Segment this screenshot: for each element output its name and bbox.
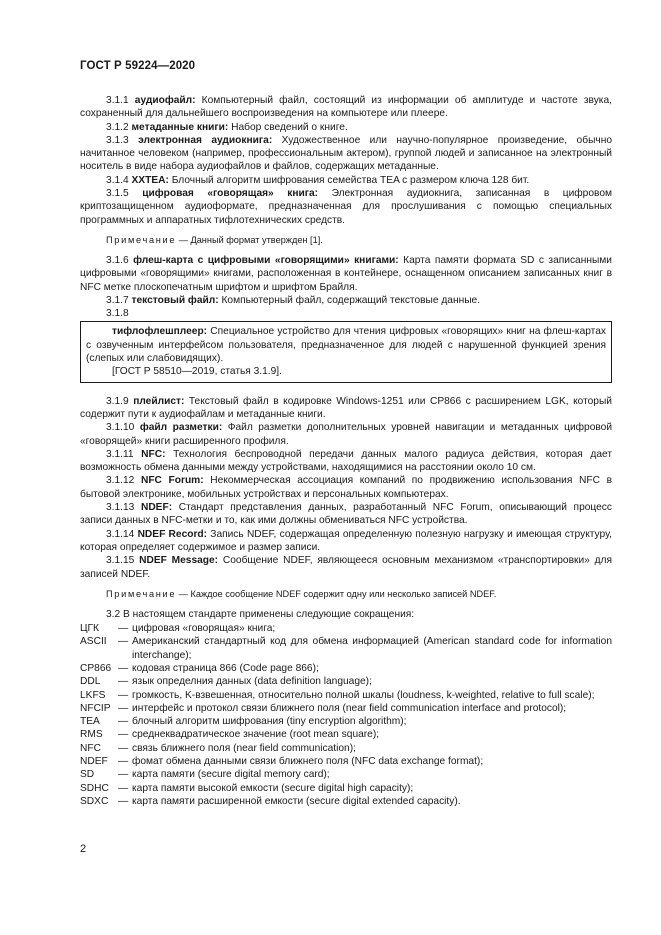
abbreviation-row xyxy=(80,782,612,795)
page-content xyxy=(80,94,612,808)
term-name: плейлист: xyxy=(133,395,185,407)
term-name: электронная аудиокнига: xyxy=(138,134,273,146)
term-number: 3.1.2 xyxy=(106,121,129,133)
abbreviation-dash: — xyxy=(118,742,129,754)
term-name: аудиофайл: xyxy=(134,95,196,106)
term-text: Текстовый файл в кодировке Windows-1251 или CP866 с расширением LGK, который содержит пути к аудиофайлам и метаданные книги. xyxy=(80,395,612,420)
abbreviation-row xyxy=(80,715,612,728)
note-label: Примечание xyxy=(106,588,177,599)
note-text: — Данный формат утвержден [1]. xyxy=(176,234,323,245)
term-number: 3.1.8 xyxy=(106,308,129,320)
abbreviation-definition: карта памяти расширенной емкости (secure digital extended capacity). xyxy=(132,795,461,807)
note-text: — Каждое сообщение NDEF содержит одну или несколько записей NDEF. xyxy=(176,588,497,599)
term-number: 3.1.4 xyxy=(106,174,129,186)
abbreviation-term: ASCII xyxy=(80,636,107,648)
terms-group-3 xyxy=(80,395,612,581)
term-definition xyxy=(80,94,612,121)
abbreviation-row xyxy=(80,675,612,688)
abbreviation-dash: — xyxy=(118,729,129,741)
term-number: 3.1.14 xyxy=(106,528,135,540)
term-definition xyxy=(80,174,612,187)
abbreviation-term: TEA xyxy=(80,716,100,728)
abbreviation-definition: кодовая страница 866 (Code page 866); xyxy=(132,662,319,674)
abbreviation-row xyxy=(80,662,612,675)
term-name: флеш-карта с цифровыми «говорящими» книгами: xyxy=(133,254,399,266)
abbreviation-term: NFCIP xyxy=(80,702,111,714)
term-name: текстовый файл: xyxy=(131,294,219,306)
term-name: XXTEA: xyxy=(131,174,169,186)
term-number: 3.1.5 xyxy=(106,188,129,200)
term-text: Компьютерный файл, состоящий из информации об амплитуде и частоте звука, сохраненный для дальнейшего воспроизведения на компьютере или плеере. xyxy=(80,95,612,120)
abbreviation-definition: Американский стандартный код для обмена информацией (American standard code for information interchange); xyxy=(132,636,612,661)
term-name: файл разметки: xyxy=(139,422,223,434)
abbreviation-dash: — xyxy=(118,769,129,781)
abbreviation-row xyxy=(80,635,612,662)
abbreviation-term: NDEF xyxy=(80,756,108,768)
term-number: 3.1.11 xyxy=(106,448,134,460)
abbreviation-term: ЦГК xyxy=(80,623,99,635)
abbreviation-definition: карта памяти (secure digital memory card); xyxy=(132,769,330,781)
term-definition xyxy=(86,325,606,365)
term-definition xyxy=(80,474,612,501)
abbreviation-row xyxy=(80,689,612,702)
term-definition xyxy=(80,528,612,555)
term-name: NFC Forum: xyxy=(140,475,204,487)
term-number: 3.1.3 xyxy=(106,134,129,146)
term-text: Сообщение NDEF, являющееся основным механизмом «транспортировки» для записей NDEF. xyxy=(80,555,612,580)
abbreviation-term: DDL xyxy=(80,676,101,688)
term-definition xyxy=(80,395,612,422)
term-text: Запись NDEF, содержащая определенную полезную нагрузку и имеющая структуру, которая определяет содержимое и размер записи. xyxy=(80,528,612,553)
abbreviation-definition: фомат обмена данными связи ближнего поля (NFC data exchange format); xyxy=(132,756,484,768)
term-number: 3.1.10 xyxy=(106,422,135,434)
terms-group-1 xyxy=(80,94,612,227)
abbreviation-dash: — xyxy=(118,782,129,794)
term-definition xyxy=(80,421,612,448)
abbreviation-definition: язык определния данных (data definition language); xyxy=(132,676,372,688)
term-definition xyxy=(80,294,612,307)
term-text: Карта памяти формата SD с записанными цифровыми «говорящими» книгами, расположенная в контейнере, оснащенном описанием записанных книг в NFC метке плоскопечатным шрифтом и шрифтом Брайля. xyxy=(80,254,612,293)
abbreviation-row xyxy=(80,768,612,781)
abbreviation-dash: — xyxy=(118,636,129,648)
note-label: Примечание xyxy=(106,234,177,245)
page-number: 2 xyxy=(80,843,87,855)
abbreviation-term: LKFS xyxy=(80,689,106,701)
abbreviation-dash: — xyxy=(118,716,129,728)
term-name: метаданные книги: xyxy=(131,121,229,133)
abbreviation-definition: среднеквадратическое значение (root mean square); xyxy=(132,729,380,741)
abbreviation-dash: — xyxy=(118,702,129,714)
abbreviations-intro: 3.2 В настоящем стандарте применены следующие сокращения: xyxy=(106,608,415,620)
abbreviation-row xyxy=(80,755,612,768)
term-definition xyxy=(80,554,612,581)
term-name: NDEF: xyxy=(140,502,173,514)
term-definition xyxy=(80,121,612,134)
term-text: Электронная аудиокнига, записанная в цифровом криптозащищенном аудиоформате, предназначенная для прослушивания с помощью специальных программных и аппаратных тифлотехнических средств. xyxy=(80,188,612,226)
abbreviation-term: RMS xyxy=(80,729,103,741)
term-text: Специальное устройство для чтения цифровых «говорящих» книг на флеш-картах с озвученным интерфейсом пользователя, предназначенное для людей с нарушенной функцией зрения (слепых или слабовидящих). xyxy=(86,326,606,365)
abbreviation-dash: — xyxy=(118,689,129,701)
abbreviation-dash: — xyxy=(118,795,129,807)
term-name: тифлофлешплеер: xyxy=(112,326,208,338)
term-number: 3.1.12 xyxy=(106,475,135,487)
term-name: NDEF Message: xyxy=(139,555,219,567)
terms-group-2 xyxy=(80,254,612,307)
abbreviation-definition: цифровая «говорящая» книга; xyxy=(132,623,276,635)
standard-header: ГОСТ Р 59224—2020 xyxy=(80,60,196,72)
term-definition xyxy=(80,501,612,528)
abbreviations-list xyxy=(80,622,612,808)
abbreviation-definition: интерфейс и протокол связи ближнего поля (near field communication interface and protocol); xyxy=(132,702,567,714)
term-text: Стандарт представления данных, разработанный NFC Forum, описывающий процесс записи данных в NFC-метки и то, как ими должны обмениваться NFC устройства. xyxy=(80,502,612,527)
abbreviation-row xyxy=(80,795,612,808)
term-definition xyxy=(80,187,612,227)
term-text: Блочный алгоритм шифрования семейства TEA с размером ключа 128 бит. xyxy=(168,174,530,186)
term-text: Файл разметки дополнительных уровней навигации и метаданных цифровой «говорящей» книги расширенного профиля. xyxy=(80,422,613,447)
term-text: Некоммерческая ассоциация компаний по продвижению использования NFC в бытовой электронике, мобильных устройствах и персональных компьютерах. xyxy=(80,475,612,500)
abbreviation-dash: — xyxy=(118,676,129,688)
abbreviation-definition: блочный алгоритм шифрования (tiny encryption algorithm); xyxy=(132,716,407,728)
quoted-term-box xyxy=(80,321,612,382)
term-number: 3.1.7 xyxy=(106,294,129,306)
term-text: Набор сведений о книге. xyxy=(228,121,348,133)
abbreviation-definition: связь ближнего поля (near field communication); xyxy=(132,742,356,754)
term-definition xyxy=(80,448,612,475)
abbreviation-row xyxy=(80,742,612,755)
term-source: [ГОСТ Р 58510—2019, статья 3.1.9]. xyxy=(112,366,282,378)
term-number: 3.1.13 xyxy=(106,502,135,514)
abbreviation-definition: громкость, K-взвешенная, относительно полной шкалы (loudness, k-weighted, relative to full scale); xyxy=(132,689,595,701)
term-name: NFC: xyxy=(141,448,166,460)
note-2 xyxy=(80,588,612,600)
term-number: 3.1.6 xyxy=(106,254,129,266)
abbreviation-row xyxy=(80,728,612,741)
term-definition xyxy=(80,134,612,174)
abbreviation-definition: карта памяти высокой емкости (secure digital high capacity); xyxy=(132,782,414,794)
note-1 xyxy=(80,234,612,246)
term-definition xyxy=(80,254,612,294)
term-number: 3.1.15 xyxy=(106,555,135,567)
term-number: 3.1.1 xyxy=(106,95,129,106)
term-number: 3.1.9 xyxy=(106,395,129,407)
abbreviation-term: SDHC xyxy=(80,782,109,794)
term-name: цифровая «говорящая» книга: xyxy=(142,188,319,200)
abbreviation-row xyxy=(80,702,612,715)
term-text: Художественное или научно-популярное произведение, обычно начитанное человеком (например, профессиональным актером), группой людей и записанное на электронный носитель в виде набора аудиофайлов и файлов, содержащих метаданные. xyxy=(80,134,612,173)
abbreviation-term: SD xyxy=(80,769,95,781)
abbreviation-dash: — xyxy=(118,662,129,674)
term-text: Технология беспроводной передачи данных малого радиуса действия, которая дает возможность обмена данными между устройствами, находящимися на расстоянии около 10 см. xyxy=(80,448,612,474)
abbreviation-dash: — xyxy=(118,623,129,635)
abbreviation-row xyxy=(80,622,612,635)
abbreviation-term: NFC xyxy=(80,742,101,754)
term-text: Компьютерный файл, содержащий текстовые данные. xyxy=(218,294,481,306)
abbreviation-term: SDXC xyxy=(80,795,109,807)
term-name: NDEF Record: xyxy=(137,528,208,540)
abbreviation-dash: — xyxy=(118,756,129,768)
abbreviation-term: CP866 xyxy=(80,662,112,674)
